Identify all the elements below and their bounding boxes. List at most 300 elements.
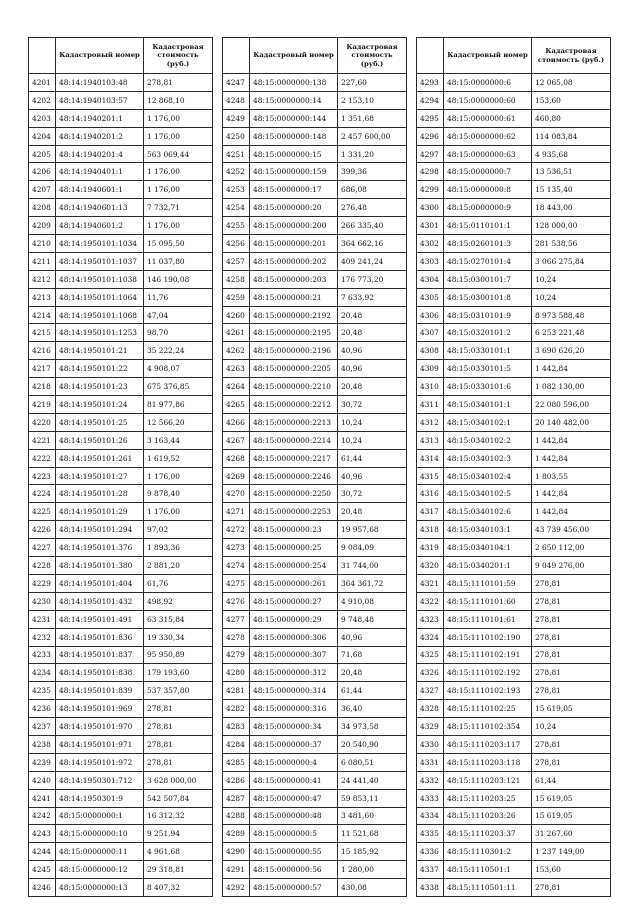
cadastral-number: 48:14:1950101:971 (56, 735, 144, 753)
cadastre-table-middle (222, 37, 407, 897)
cadastral-number: 48:15:0330101:1 (444, 342, 532, 360)
row-number: 4273 (223, 539, 250, 557)
row-number: 4237 (29, 718, 56, 736)
row-number: 4262 (223, 342, 250, 360)
cadastral-number: 48:14:1950101:1064 (56, 288, 144, 306)
table-row (29, 879, 213, 897)
cadastral-number: 48:15:1110203:121 (444, 771, 532, 789)
cadastral-value: 31 744,00 (338, 557, 407, 575)
row-number: 4290 (223, 843, 250, 861)
cadastral-number: 48:15:0000000:203 (250, 270, 338, 288)
table-row (417, 324, 611, 342)
row-number: 4253 (223, 181, 250, 199)
cadastral-value: 59 853,11 (338, 789, 407, 807)
row-number: 4215 (29, 324, 56, 342)
cadastral-number: 48:14:1950101:969 (56, 700, 144, 718)
table-row (417, 485, 611, 503)
table-row (29, 503, 213, 521)
cadastral-value: 13 536,51 (532, 163, 611, 181)
table-row (29, 539, 213, 557)
table-row (29, 771, 213, 789)
cadastral-value: 1 442,84 (532, 431, 611, 449)
table-row (223, 306, 407, 324)
cadastral-number: 48:15:0340102:3 (444, 449, 532, 467)
cadastral-value: 34 973,58 (338, 718, 407, 736)
cadastral-value: 98,70 (144, 324, 213, 342)
cadastral-value: 278,81 (532, 664, 611, 682)
cadastral-number: 48:14:1950101:1037 (56, 252, 144, 270)
cadastral-value: 1 176,00 (144, 181, 213, 199)
row-number: 4246 (29, 879, 56, 897)
cadastral-value: 19 957,68 (338, 521, 407, 539)
cadastral-value: 19 330,34 (144, 628, 213, 646)
table-row (223, 879, 407, 897)
cadastral-value: 8 407,32 (144, 879, 213, 897)
row-number: 4228 (29, 557, 56, 575)
row-number: 4206 (29, 163, 56, 181)
row-number: 4302 (417, 235, 444, 253)
table-row (417, 807, 611, 825)
row-number: 4300 (417, 199, 444, 217)
row-number: 4293 (417, 74, 444, 92)
header-number (223, 38, 250, 74)
cadastral-number: 48:14:1950101:838 (56, 664, 144, 682)
table-row (223, 181, 407, 199)
cadastral-number: 48:14:1940201:4 (56, 145, 144, 163)
cadastral-value: 686,08 (338, 181, 407, 199)
cadastral-value: 278,81 (532, 574, 611, 592)
cadastral-value: 61,44 (532, 771, 611, 789)
row-number: 4227 (29, 539, 56, 557)
table-row (29, 127, 213, 145)
cadastral-number: 48:14:1950101:972 (56, 753, 144, 771)
row-number: 4270 (223, 485, 250, 503)
cadastral-value: 4 910,08 (338, 592, 407, 610)
cadastral-number: 48:15:0000000:23 (250, 521, 338, 539)
cadastral-value: 176 773,20 (338, 270, 407, 288)
table-row (29, 199, 213, 217)
row-number: 4303 (417, 252, 444, 270)
row-number: 4320 (417, 557, 444, 575)
table-row (417, 217, 611, 235)
table-row (417, 145, 611, 163)
table-row (223, 610, 407, 628)
cadastral-value: 1 351,68 (338, 109, 407, 127)
cadastral-value: 15 185,92 (338, 843, 407, 861)
table-row (223, 539, 407, 557)
cadastral-value: 3 066 275,84 (532, 252, 611, 270)
table-row (29, 557, 213, 575)
cadastral-number: 48:15:0000000:2195 (250, 324, 338, 342)
row-number: 4245 (29, 861, 56, 879)
cadastral-number: 48:15:1110203:37 (444, 825, 532, 843)
row-number: 4318 (417, 521, 444, 539)
header-row (29, 38, 213, 74)
header-row (223, 38, 407, 74)
row-number: 4271 (223, 503, 250, 521)
cadastral-value: 498,92 (144, 592, 213, 610)
cadastral-value: 12 065,08 (532, 74, 611, 92)
cadastral-number: 48:15:0110101:1 (444, 217, 532, 235)
cadastral-number: 48:15:0000000:2192 (250, 306, 338, 324)
cadastral-value: 35 222,24 (144, 342, 213, 360)
header-cadastral-value: Кадастровая стоимость (руб.) (144, 38, 213, 74)
table-row (417, 628, 611, 646)
row-number: 4244 (29, 843, 56, 861)
cadastral-number: 48:15:0000000:7 (444, 163, 532, 181)
cadastral-value: 61,76 (144, 574, 213, 592)
table-row (417, 252, 611, 270)
row-number: 4238 (29, 735, 56, 753)
table-row (223, 396, 407, 414)
cadastral-value: 1 176,00 (144, 127, 213, 145)
cadastral-number: 48:15:0340102:4 (444, 467, 532, 485)
row-number: 4217 (29, 360, 56, 378)
cadastral-number: 48:15:0000000:148 (250, 127, 338, 145)
cadastral-number: 48:15:0000000:254 (250, 557, 338, 575)
cadastral-number: 48:14:1940103:48 (56, 74, 144, 92)
header-cadastral-number: Кадастровый номер (444, 38, 532, 74)
table-row (223, 342, 407, 360)
cadastral-value: 227,60 (338, 74, 407, 92)
cadastral-value: 30,72 (338, 396, 407, 414)
table-row (223, 485, 407, 503)
row-number: 4250 (223, 127, 250, 145)
cadastral-value: 40,96 (338, 342, 407, 360)
row-number: 4298 (417, 163, 444, 181)
table-row (223, 574, 407, 592)
row-number: 4208 (29, 199, 56, 217)
table-row (29, 270, 213, 288)
table-row (417, 879, 611, 897)
row-number: 4295 (417, 109, 444, 127)
row-number: 4278 (223, 628, 250, 646)
row-number: 4308 (417, 342, 444, 360)
cadastral-number: 48:15:0000000:20 (250, 199, 338, 217)
cadastral-value: 1 442,84 (532, 360, 611, 378)
table-row (223, 109, 407, 127)
table-row (417, 288, 611, 306)
cadastral-value: 31 267,60 (532, 825, 611, 843)
cadastral-value: 1 331,20 (338, 145, 407, 163)
cadastral-value: 1 893,36 (144, 539, 213, 557)
row-number: 4247 (223, 74, 250, 92)
cadastral-value: 20 140 482,00 (532, 413, 611, 431)
row-number: 4203 (29, 109, 56, 127)
cadastral-number: 48:15:0340102:6 (444, 503, 532, 521)
cadastral-number: 48:14:1940601:13 (56, 199, 144, 217)
cadastral-value: 15 619,05 (532, 789, 611, 807)
cadastral-value: 3 481,60 (338, 807, 407, 825)
table-row (223, 467, 407, 485)
table-row (223, 682, 407, 700)
cadastral-value: 97,02 (144, 521, 213, 539)
cadastral-number: 48:15:0000000:306 (250, 628, 338, 646)
cadastral-number: 48:15:0000000:57 (250, 879, 338, 897)
cadastral-number: 48:15:0000000:27 (250, 592, 338, 610)
table-row (417, 91, 611, 109)
table-row (417, 610, 611, 628)
table-row (417, 163, 611, 181)
row-number: 4236 (29, 700, 56, 718)
row-number: 4218 (29, 378, 56, 396)
cadastral-number: 48:15:1110301:2 (444, 843, 532, 861)
cadastral-value: 1 619,52 (144, 449, 213, 467)
row-number: 4306 (417, 306, 444, 324)
cadastral-value: 2 457 600,00 (338, 127, 407, 145)
cadastral-value: 20,48 (338, 324, 407, 342)
row-number: 4307 (417, 324, 444, 342)
row-number: 4226 (29, 521, 56, 539)
table-row (223, 127, 407, 145)
row-number: 4201 (29, 74, 56, 92)
table-row (223, 735, 407, 753)
table-row (29, 360, 213, 378)
row-number: 4277 (223, 610, 250, 628)
header-cadastral-value: Кадастровая стоимость (руб.) (338, 38, 407, 74)
row-number: 4202 (29, 91, 56, 109)
cadastral-value: 2 881,20 (144, 557, 213, 575)
row-number: 4292 (223, 879, 250, 897)
cadastral-value: 278,81 (532, 646, 611, 664)
cadastral-number: 48:15:0340104:1 (444, 539, 532, 557)
cadastral-number: 48:15:0000000:11 (56, 843, 144, 861)
cadastral-number: 48:14:1950101:839 (56, 682, 144, 700)
table-row (223, 521, 407, 539)
table-row (29, 700, 213, 718)
table-row (417, 557, 611, 575)
row-number: 4324 (417, 628, 444, 646)
cadastral-value: 430,08 (338, 879, 407, 897)
table-row (223, 592, 407, 610)
cadastral-number: 48:15:0000000:307 (250, 646, 338, 664)
cadastral-number: 48:14:1940401:1 (56, 163, 144, 181)
cadastral-number: 48:14:1950101:1038 (56, 270, 144, 288)
cadastral-value: 1 176,00 (144, 467, 213, 485)
row-number: 4249 (223, 109, 250, 127)
cadastral-value: 1 237 149,00 (532, 843, 611, 861)
table-row (29, 324, 213, 342)
table-row (29, 646, 213, 664)
row-number: 4323 (417, 610, 444, 628)
table-row (417, 825, 611, 843)
table-row (223, 449, 407, 467)
table-row (417, 861, 611, 879)
table-row (417, 199, 611, 217)
row-number: 4289 (223, 825, 250, 843)
row-number: 4212 (29, 270, 56, 288)
cadastral-value: 71,68 (338, 646, 407, 664)
cadastral-value: 278,81 (532, 879, 611, 897)
cadastral-number: 48:15:0000000:2196 (250, 342, 338, 360)
cadastral-number: 48:15:0000000:138 (250, 74, 338, 92)
row-number: 4276 (223, 592, 250, 610)
cadastral-number: 48:15:0340102:2 (444, 431, 532, 449)
cadastral-number: 48:14:1950101:1034 (56, 235, 144, 253)
table-row (223, 557, 407, 575)
cadastral-number: 48:15:0300101:8 (444, 288, 532, 306)
cadastral-number: 48:15:0000000:29 (250, 610, 338, 628)
cadastral-number: 48:15:0000000:261 (250, 574, 338, 592)
table-row (29, 467, 213, 485)
table-row (223, 789, 407, 807)
cadastral-number: 48:15:1110203:26 (444, 807, 532, 825)
cadastral-value: 364 662,16 (338, 235, 407, 253)
cadastral-number: 48:15:1110102:191 (444, 646, 532, 664)
cadastral-number: 48:15:1110102:25 (444, 700, 532, 718)
table-row (29, 145, 213, 163)
cadastral-number: 48:14:1950101:23 (56, 378, 144, 396)
cadastre-table-right (416, 37, 611, 897)
table-row (223, 503, 407, 521)
cadastral-value: 278,81 (144, 753, 213, 771)
cadastral-value: 3 163,44 (144, 431, 213, 449)
cadastral-value: 10,24 (338, 431, 407, 449)
table-row (29, 574, 213, 592)
row-number: 4210 (29, 235, 56, 253)
row-number: 4280 (223, 664, 250, 682)
table-row (29, 413, 213, 431)
cadastral-number: 48:14:1950101:491 (56, 610, 144, 628)
table-row (417, 592, 611, 610)
cadastral-number: 48:14:1950101:1068 (56, 306, 144, 324)
cadastral-number: 48:15:0000000:200 (250, 217, 338, 235)
row-number: 4248 (223, 91, 250, 109)
table-row (223, 235, 407, 253)
cadastral-number: 48:15:0000000:8 (444, 181, 532, 199)
table-row (29, 843, 213, 861)
cadastral-value: 22 080 596,00 (532, 396, 611, 414)
table-row (29, 628, 213, 646)
cadastral-value: 1 803,55 (532, 467, 611, 485)
row-number: 4328 (417, 700, 444, 718)
row-number: 4322 (417, 592, 444, 610)
row-number: 4258 (223, 270, 250, 288)
row-number: 4296 (417, 127, 444, 145)
cadastral-value: 24 441,40 (338, 771, 407, 789)
row-number: 4265 (223, 396, 250, 414)
cadastral-number: 48:15:1110203:25 (444, 789, 532, 807)
table-row (29, 485, 213, 503)
table-row (417, 306, 611, 324)
table-row (417, 700, 611, 718)
table-row (29, 396, 213, 414)
table-row (29, 735, 213, 753)
cadastral-value: 43 739 456,00 (532, 521, 611, 539)
cadastral-number: 48:15:1110501:1 (444, 861, 532, 879)
cadastral-value: 95 950,89 (144, 646, 213, 664)
cadastral-value: 9 878,40 (144, 485, 213, 503)
row-number: 4205 (29, 145, 56, 163)
row-number: 4242 (29, 807, 56, 825)
cadastral-value: 9 251,94 (144, 825, 213, 843)
row-number: 4259 (223, 288, 250, 306)
cadastral-number: 48:14:1950101:376 (56, 539, 144, 557)
cadastral-value: 278,81 (144, 700, 213, 718)
cadastral-number: 48:15:0000000:15 (250, 145, 338, 163)
row-number: 4220 (29, 413, 56, 431)
cadastral-number: 48:15:0000000:41 (250, 771, 338, 789)
cadastral-number: 48:15:0340201:1 (444, 557, 532, 575)
row-number: 4264 (223, 378, 250, 396)
cadastral-value: 8 973 588,48 (532, 306, 611, 324)
cadastral-value: 40,96 (338, 360, 407, 378)
cadastral-value: 460,80 (532, 109, 611, 127)
cadastral-number: 48:15:0260101:3 (444, 235, 532, 253)
cadastral-number: 48:15:0000000:14 (250, 91, 338, 109)
cadastral-number: 48:15:0000000:2250 (250, 485, 338, 503)
row-number: 4251 (223, 145, 250, 163)
cadastral-value: 6 253 221,48 (532, 324, 611, 342)
cadastral-value: 15 619,05 (532, 807, 611, 825)
cadastral-number: 48:14:1950101:837 (56, 646, 144, 664)
row-number: 4285 (223, 753, 250, 771)
row-number: 4231 (29, 610, 56, 628)
row-number: 4214 (29, 306, 56, 324)
row-number: 4288 (223, 807, 250, 825)
table-row (223, 163, 407, 181)
cadastral-value: 675 376,85 (144, 378, 213, 396)
cadastral-value: 399,36 (338, 163, 407, 181)
table-row (29, 753, 213, 771)
row-number: 4281 (223, 682, 250, 700)
cadastral-value: 20,48 (338, 378, 407, 396)
row-number: 4225 (29, 503, 56, 521)
cadastral-number: 48:14:1950101:24 (56, 396, 144, 414)
row-number: 4311 (417, 396, 444, 414)
row-number: 4331 (417, 753, 444, 771)
row-number: 4315 (417, 467, 444, 485)
cadastral-number: 48:14:1950101:836 (56, 628, 144, 646)
cadastral-number: 48:15:0000000:56 (250, 861, 338, 879)
cadastral-number: 48:15:1110102:190 (444, 628, 532, 646)
table-row (417, 181, 611, 199)
cadastral-value: 10,24 (532, 270, 611, 288)
table-row (417, 270, 611, 288)
cadastral-value: 12 566,20 (144, 413, 213, 431)
cadastral-number: 48:15:0000000:34 (250, 718, 338, 736)
row-number: 4333 (417, 789, 444, 807)
row-number: 4299 (417, 181, 444, 199)
table-row (29, 378, 213, 396)
cadastral-value: 15 619,05 (532, 700, 611, 718)
row-number: 4313 (417, 431, 444, 449)
row-number: 4275 (223, 574, 250, 592)
cadastral-number: 48:15:0000000:201 (250, 235, 338, 253)
table-row (29, 861, 213, 879)
cadastral-number: 48:14:1950101:294 (56, 521, 144, 539)
header-number (29, 38, 56, 74)
cadastral-value: 81 977,86 (144, 396, 213, 414)
cadastral-number: 48:15:1110102:192 (444, 664, 532, 682)
cadastral-value: 1 442,84 (532, 449, 611, 467)
row-number: 4294 (417, 91, 444, 109)
cadastral-value: 20,48 (338, 664, 407, 682)
cadastral-value: 63 315,84 (144, 610, 213, 628)
row-number: 4267 (223, 431, 250, 449)
cadastral-number: 48:14:1950101:26 (56, 431, 144, 449)
cadastral-number: 48:15:1110501:11 (444, 879, 532, 897)
cadastral-value: 278,81 (532, 753, 611, 771)
cadastral-value: 40,96 (338, 467, 407, 485)
table-row (417, 413, 611, 431)
cadastral-value: 6 080,51 (338, 753, 407, 771)
cadastral-number: 48:14:1950101:29 (56, 503, 144, 521)
cadastral-number: 48:15:0000000:2217 (250, 449, 338, 467)
cadastral-number: 48:15:0340103:1 (444, 521, 532, 539)
cadastral-number: 48:15:0330101:5 (444, 360, 532, 378)
cadastral-value: 16 312,32 (144, 807, 213, 825)
